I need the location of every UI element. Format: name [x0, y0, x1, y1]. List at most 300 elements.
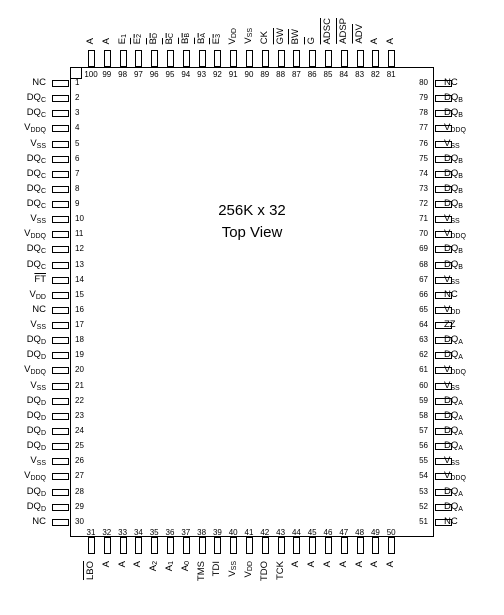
- pin-name: V: [444, 228, 451, 240]
- pin-number: 25: [75, 441, 84, 451]
- pin-name-sub: A: [458, 354, 463, 362]
- pin-number: 68: [419, 259, 428, 269]
- pin-name-sub: D: [152, 32, 160, 38]
- pin-label: [338, 561, 349, 567]
- pin-number: 61: [419, 365, 428, 375]
- pin-number: 43: [276, 528, 286, 537]
- pin-label: [211, 34, 224, 44]
- pin-number: 86: [307, 70, 317, 79]
- pin-name: DQ: [26, 424, 41, 436]
- pin-label: [444, 213, 460, 228]
- pin-lead: [52, 292, 69, 299]
- pin-number: 55: [419, 456, 428, 466]
- pin-name-sub: B: [458, 203, 463, 211]
- pin-name-sub: DD: [35, 293, 46, 301]
- pin-lead: [52, 95, 69, 102]
- pin-number: 98: [118, 70, 128, 79]
- pin-label: [27, 334, 46, 349]
- pin-name-sub: B: [458, 97, 463, 105]
- pin-number: 17: [75, 320, 84, 330]
- pin-lead: [120, 50, 127, 67]
- pin-number: 70: [419, 229, 428, 239]
- pin-name: V: [30, 379, 37, 391]
- pin-name-sub: SS: [450, 142, 460, 150]
- pin-name: DQ: [444, 198, 459, 210]
- pin-lead: [104, 537, 111, 554]
- pin-label: [444, 470, 466, 485]
- pin-number: 51: [419, 516, 428, 526]
- pin-number: 71: [419, 214, 428, 224]
- pin-lead: [372, 537, 379, 554]
- pin-lead: [88, 537, 95, 554]
- pin-label: [369, 38, 380, 44]
- pin-name: DQ: [444, 182, 459, 194]
- pin-name: ADSP: [337, 18, 349, 44]
- pin-number: 57: [419, 425, 428, 435]
- pin-lead: [52, 443, 69, 450]
- pin-number: 31: [86, 528, 96, 537]
- pin-name-sub: 1: [168, 561, 175, 565]
- pin-lead: [357, 50, 364, 67]
- pin-label: [30, 138, 46, 153]
- pin-label: [27, 486, 46, 501]
- pin-lead: [325, 537, 332, 554]
- pin-label: [180, 33, 193, 44]
- pin-name-sub: DD: [247, 561, 254, 572]
- pin-name-sub: DD: [231, 27, 239, 38]
- pin-name: DQ: [444, 92, 459, 104]
- pin-name: DQ: [26, 243, 41, 255]
- pin-label: [211, 561, 222, 576]
- pin-name: A: [164, 564, 175, 572]
- pin-label: [180, 561, 193, 571]
- pin-name-sub: A: [458, 505, 463, 513]
- pin-name: A: [369, 37, 381, 44]
- pin-name: A: [385, 561, 397, 568]
- pin-name: NC: [444, 77, 458, 88]
- pin-label: [306, 561, 317, 567]
- pin-number: 94: [181, 70, 191, 79]
- pin-name-sub: SS: [36, 384, 46, 392]
- pin-lead: [52, 428, 69, 435]
- pin-name: V: [24, 364, 31, 376]
- pin-label: [275, 561, 286, 580]
- pin-label: [27, 395, 46, 410]
- pin-lead: [357, 537, 364, 554]
- pin-label: [27, 183, 46, 198]
- pin-name-sub: 3: [215, 33, 223, 38]
- pin-name-sub: D: [40, 429, 46, 437]
- pin-number: 7: [75, 168, 80, 178]
- pin-number: 64: [419, 320, 428, 330]
- pin-name: V: [444, 455, 451, 467]
- pin-number: 69: [419, 244, 428, 254]
- pin-name-sub: DDQ: [30, 233, 46, 241]
- pin-number: 42: [260, 528, 270, 537]
- pin-label: [117, 561, 128, 567]
- pin-label: [148, 561, 161, 571]
- pin-number: 91: [228, 70, 238, 79]
- pin-lead: [52, 110, 69, 117]
- pin-name: DQ: [26, 107, 41, 119]
- pin-name: NC: [32, 515, 46, 527]
- pin-lead: [135, 50, 142, 67]
- pin-number: 65: [419, 304, 428, 314]
- pin-number: 89: [260, 70, 270, 79]
- chip-title: [70, 200, 434, 244]
- pin-label: [27, 349, 46, 364]
- pin-name-sub: B: [458, 112, 463, 120]
- pin-number: 80: [419, 78, 428, 87]
- pin-number: 4: [75, 123, 80, 133]
- pin-label: [444, 486, 463, 501]
- pin-name: A: [322, 561, 333, 568]
- pin-name-sub: DDQ: [30, 475, 46, 483]
- pin-label: [27, 198, 46, 213]
- pin-number: 63: [419, 335, 428, 345]
- pin-name: DQ: [26, 92, 41, 104]
- pin-number: 78: [419, 108, 428, 118]
- pin-name: DQ: [26, 440, 41, 452]
- pin-name: B: [148, 37, 160, 44]
- pin-number: 5: [75, 138, 80, 148]
- pin-number: 12: [75, 244, 84, 254]
- pin-name: V: [24, 228, 31, 240]
- pin-lead: [52, 186, 69, 193]
- pin-name: V: [24, 470, 31, 482]
- pin-lead: [214, 50, 221, 67]
- pin-name-sub: A: [199, 32, 207, 38]
- pin-name: DQ: [26, 500, 41, 512]
- pin-label: [322, 18, 333, 44]
- pin-name-sub: A: [458, 414, 463, 422]
- pin-label: [444, 304, 460, 319]
- pin-label: [101, 38, 112, 44]
- pin-name: V: [243, 37, 254, 44]
- pin-name: V: [30, 455, 37, 467]
- pin-number: 46: [323, 528, 333, 537]
- pin-number: 18: [75, 335, 84, 345]
- pin-label: [354, 561, 365, 567]
- pin-name: DQ: [444, 409, 459, 421]
- pin-label: [322, 561, 333, 567]
- pin-name: V: [444, 213, 451, 225]
- pin-name-sub: 1: [120, 33, 128, 38]
- pin-number: 11: [75, 229, 84, 239]
- pin-number: 21: [75, 380, 84, 390]
- pin-name-sub: D: [40, 339, 46, 347]
- pin-lead: [52, 277, 69, 284]
- pin-name-sub: DDQ: [450, 475, 466, 483]
- pin-label: [444, 455, 460, 470]
- pin-lead: [52, 367, 69, 374]
- pin-name-sub: DD: [450, 308, 461, 316]
- pin-lead: [278, 50, 285, 67]
- pin-label: [30, 380, 46, 395]
- pin-name-sub: SS: [36, 218, 46, 226]
- pin-number: 27: [75, 471, 84, 481]
- pin-label: [444, 334, 463, 349]
- pin-name-sub: C: [40, 157, 46, 165]
- pin-lead: [52, 262, 69, 269]
- pin-lead: [199, 537, 206, 554]
- pin-number: 79: [419, 93, 428, 103]
- pin-lead: [52, 413, 69, 420]
- pin-name-sub: SS: [450, 218, 460, 226]
- pin-lead: [52, 504, 69, 511]
- pin-name-sub: SS: [36, 460, 46, 468]
- pin-name: V: [444, 137, 451, 149]
- pin-label: [444, 138, 460, 153]
- pin-number: 22: [75, 395, 84, 405]
- pin-label: [227, 561, 240, 577]
- pin-lead: [52, 171, 69, 178]
- pin-number: 95: [165, 70, 175, 79]
- pin-name: DQ: [26, 167, 41, 179]
- pin-name-sub: SS: [247, 28, 254, 38]
- pin-label: [24, 122, 46, 137]
- pin-name: A: [100, 37, 112, 44]
- pin-label: [85, 38, 96, 44]
- pin-name: A: [306, 561, 318, 568]
- pin-number: 50: [386, 528, 396, 537]
- pin-label: [30, 289, 46, 304]
- pin-label: [27, 92, 46, 107]
- pin-number: 83: [355, 70, 365, 79]
- pin-lead: [167, 537, 174, 554]
- pin-number: 96: [149, 70, 159, 79]
- pin-label: [148, 33, 161, 44]
- pin-label: [27, 243, 46, 258]
- pin-name-sub: C: [168, 32, 175, 38]
- pin-name-sub: A: [458, 490, 463, 498]
- pin-name-sub: B: [458, 263, 463, 271]
- pin-label: [196, 33, 209, 44]
- pin-name-sub: 0: [183, 561, 191, 565]
- pin-number: 26: [75, 456, 84, 466]
- pin-label: [117, 34, 130, 44]
- pin-label: [101, 561, 112, 567]
- pin-lead: [52, 458, 69, 465]
- pin-name: V: [444, 273, 451, 285]
- pin-label: [444, 501, 463, 516]
- chip-body: [70, 67, 434, 537]
- pin-number: 44: [291, 528, 301, 537]
- pin-number: 82: [370, 70, 380, 79]
- pin-label: [444, 364, 466, 379]
- pin-name-sub: 2: [136, 33, 144, 38]
- pin-lead: [52, 201, 69, 208]
- pin-number: 33: [118, 528, 128, 537]
- pin-name: A: [132, 561, 144, 568]
- pin-name: DQ: [444, 152, 459, 164]
- pin-lead: [104, 50, 111, 67]
- pin-name-sub: C: [40, 263, 46, 271]
- pin-name: DQ: [26, 258, 41, 270]
- pin-label: [32, 304, 46, 316]
- pin-lead: [120, 537, 127, 554]
- pin-number: 49: [370, 528, 380, 537]
- pin-name-sub: SS: [36, 324, 46, 332]
- pin-name: V: [30, 319, 37, 331]
- pin-number: 37: [181, 528, 191, 537]
- pin-number: 66: [419, 289, 428, 299]
- pin-name-sub: C: [40, 203, 46, 211]
- pin-name: DQ: [26, 182, 41, 194]
- pin-label: [385, 561, 396, 567]
- pin-name: B: [195, 37, 207, 44]
- pin-lead: [293, 50, 300, 67]
- pin-name: A: [148, 564, 160, 572]
- pin-label: [444, 259, 463, 274]
- pin-name: DQ: [444, 500, 459, 512]
- pin-name: DQ: [26, 152, 41, 164]
- pin-number: 19: [75, 350, 84, 360]
- pin-name: V: [30, 137, 37, 149]
- pin-label: [444, 274, 460, 289]
- pin-label: [444, 289, 458, 301]
- chip-title-view: Top View: [221, 224, 283, 241]
- pin-name-sub: D: [40, 414, 46, 422]
- pin-number: 85: [323, 70, 333, 79]
- pin-lead: [293, 537, 300, 554]
- pin-name-sub: SS: [450, 384, 460, 392]
- pin-number: 76: [419, 138, 428, 148]
- pin-label: [444, 77, 458, 89]
- pin-name: A: [353, 561, 365, 568]
- pin-name: V: [30, 213, 37, 225]
- pin-lead: [341, 50, 348, 67]
- pin-name: TDI: [211, 561, 223, 577]
- pin-lead: [214, 537, 221, 554]
- pin-number: 1: [75, 78, 80, 87]
- pin-name: V: [444, 470, 451, 482]
- pin-name-sub: B: [458, 157, 463, 165]
- pin-lead: [52, 141, 69, 148]
- pin-lead: [52, 337, 69, 344]
- pin-name-sub: B: [458, 248, 463, 256]
- pin-number: 99: [102, 70, 112, 79]
- pin-lead: [52, 246, 69, 253]
- pin-name-sub: SS: [450, 278, 460, 286]
- pin-label: [27, 440, 46, 455]
- pin-label: [369, 561, 380, 567]
- pin-number: 40: [228, 528, 238, 537]
- pin-name: CK: [258, 30, 270, 44]
- pin-number: 77: [419, 123, 428, 133]
- pin-name: DQ: [26, 334, 41, 346]
- pin-lead: [52, 80, 69, 87]
- pin-number: 47: [339, 528, 349, 537]
- pin-name: A: [385, 37, 397, 44]
- pin-lead: [341, 537, 348, 554]
- pin-name: DQ: [444, 394, 459, 406]
- pin-number: 73: [419, 183, 428, 193]
- pin-name: $\overline{FT}$: [34, 273, 46, 285]
- pin-label: [85, 561, 96, 580]
- pin-number: 13: [75, 259, 84, 269]
- pin-label: [243, 28, 256, 44]
- pin-name-sub: 2: [152, 561, 160, 565]
- pin-lead: [151, 537, 158, 554]
- pin-number: 34: [133, 528, 143, 537]
- pin-name: ZZ: [444, 319, 456, 331]
- pin-lead: [52, 398, 69, 405]
- pin-label: [259, 561, 270, 581]
- pin-name-sub: SS: [450, 460, 460, 468]
- pin-label: [27, 107, 46, 122]
- pin-name: B: [164, 37, 175, 44]
- pin-label: [444, 153, 463, 168]
- pin-name-sub: SS: [231, 561, 239, 571]
- pin-name-sub: D: [40, 445, 46, 453]
- pin-number: 48: [355, 528, 365, 537]
- pin-name-sub: C: [40, 172, 46, 180]
- pin-lead: [183, 50, 190, 67]
- pin-label: [30, 213, 46, 228]
- pin-name-sub: A: [458, 429, 463, 437]
- pin-label: [24, 228, 46, 243]
- pin-lead: [52, 322, 69, 329]
- pin-name: E: [132, 37, 144, 44]
- pin-number: 32: [102, 528, 112, 537]
- pin-number: 14: [75, 274, 84, 284]
- pin-number: 54: [419, 471, 428, 481]
- pin-lead: [151, 50, 158, 67]
- pin-name-sub: DDQ: [30, 127, 46, 135]
- pin-number: 36: [165, 528, 175, 537]
- pin-label: [444, 92, 463, 107]
- pin-name: TDO: [258, 561, 270, 582]
- pin-name: DQ: [26, 198, 41, 210]
- pin-label: [259, 31, 270, 44]
- pin-number: 16: [75, 304, 84, 314]
- pin-lead: [52, 352, 69, 359]
- pin-label: [290, 561, 301, 567]
- pin-label: [444, 410, 463, 425]
- pin-number: 90: [244, 70, 254, 79]
- pin-number: 52: [419, 501, 428, 511]
- pin-label: [444, 425, 463, 440]
- pin-label: [27, 425, 46, 440]
- chip-title-size: 256K x 32: [218, 202, 286, 219]
- pin-name: DQ: [26, 394, 41, 406]
- pin-number: 35: [149, 528, 159, 537]
- pin-lead: [230, 537, 237, 554]
- pin-name: B: [179, 37, 191, 44]
- pin-name-sub: C: [40, 187, 46, 195]
- pin-lead: [246, 50, 253, 67]
- pin-name-sub: A: [458, 445, 463, 453]
- pin-label: [444, 440, 463, 455]
- pin-lead: [309, 50, 316, 67]
- pin-label: [444, 319, 456, 331]
- pin-label: [444, 395, 463, 410]
- pin-name: NC: [32, 77, 46, 88]
- pin-number: 41: [244, 528, 254, 537]
- pin-number: 100: [84, 70, 98, 79]
- pin-lead: [135, 537, 142, 554]
- pin-label: [306, 37, 317, 44]
- pin-name: DQ: [444, 485, 459, 497]
- pin-lead: [388, 50, 395, 67]
- pin-number: 59: [419, 395, 428, 405]
- pin-name: DQ: [444, 243, 459, 255]
- pin-lead: [372, 50, 379, 67]
- pin-name-sub: B: [458, 187, 463, 195]
- pin-name-sub: C: [40, 112, 46, 120]
- pin-number: 10: [75, 214, 84, 224]
